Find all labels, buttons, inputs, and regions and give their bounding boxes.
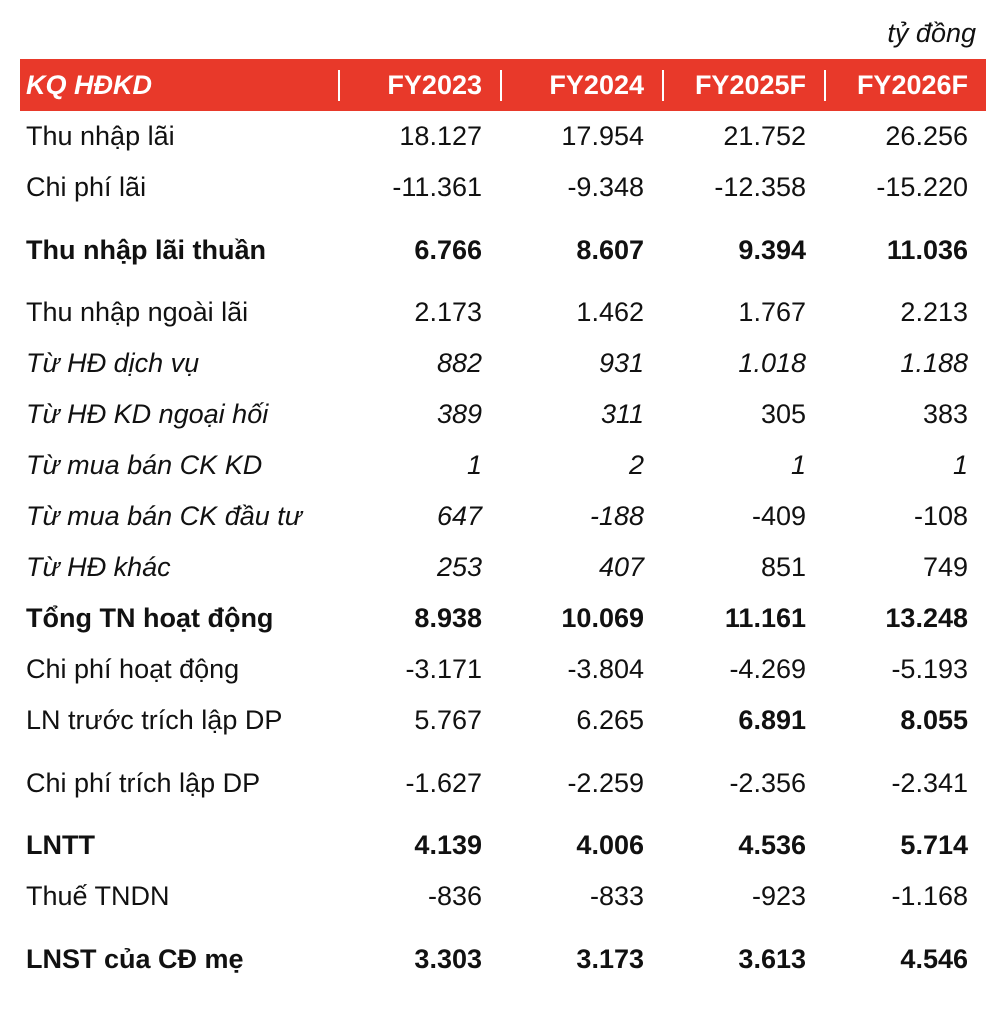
cell-fy2025f: 11.161 (724, 603, 806, 633)
cell-fy2024: -833 (589, 881, 644, 911)
cell-fy2026f: 26.256 (885, 121, 968, 151)
row-trading-securities (20, 440, 986, 491)
cell-fy2023: 647 (436, 501, 482, 531)
row-investment-securities (20, 491, 986, 542)
header-fy2025f: FY2025F (662, 70, 824, 101)
row-label: Thu nhập lãi (26, 121, 175, 151)
row-label: Từ HĐ dịch vụ (26, 348, 200, 378)
cell-fy2023: -836 (427, 881, 482, 911)
cell-fy2024: 6.265 (576, 705, 644, 735)
cell-fy2026f: 749 (922, 552, 968, 582)
cell-fy2025f: 1 (790, 450, 806, 480)
cell-fy2024: 931 (598, 348, 644, 378)
cell-fy2025f: -923 (751, 881, 806, 911)
cell-fy2024: 3.173 (576, 943, 644, 974)
row-label: Thu nhập ngoài lãi (26, 297, 249, 327)
cell-fy2023: 1 (466, 450, 482, 480)
cell-fy2025f: 9.394 (738, 234, 806, 265)
cell-fy2025f: 3.613 (738, 943, 806, 974)
row-net-interest-income (20, 213, 986, 287)
row-total-operating-income (20, 593, 986, 644)
cell-fy2026f: 13.248 (885, 603, 968, 633)
cell-fy2024: -188 (589, 501, 644, 531)
row-interest-expense (20, 162, 986, 213)
cell-fy2024: 1.462 (576, 297, 644, 327)
row-label: Thu nhập lãi thuần (26, 234, 266, 265)
cell-fy2026f: -108 (913, 501, 968, 531)
cell-fy2023: 5.767 (414, 705, 482, 735)
row-non-interest-income (20, 287, 986, 338)
cell-fy2026f: -2.341 (891, 767, 968, 798)
row-profit-before-tax (20, 820, 986, 871)
cell-fy2023: -3.171 (405, 654, 482, 684)
row-fx-income (20, 389, 986, 440)
cell-fy2023: 6.766 (414, 234, 482, 265)
cell-fy2025f: 1.018 (738, 348, 806, 378)
row-label: Từ mua bán CK đầu tư (26, 501, 302, 531)
cell-fy2023: -11.361 (392, 172, 482, 202)
cell-fy2025f: -12.358 (714, 172, 806, 202)
row-label: Chi phí trích lập DP (26, 767, 261, 798)
cell-fy2026f: -1.168 (891, 881, 968, 911)
unit-label: tỷ đồng (887, 18, 976, 48)
row-net-profit-parent (20, 922, 986, 996)
row-label: LN trước trích lập DP (26, 705, 283, 735)
cell-fy2025f: 4.536 (738, 830, 806, 860)
cell-fy2025f: 21.752 (723, 121, 806, 151)
cell-fy2023: 389 (436, 399, 482, 429)
cell-fy2026f: 383 (922, 399, 968, 429)
row-label: Thuế TNDN (26, 881, 170, 911)
cell-fy2024: 10.069 (561, 603, 644, 633)
cell-fy2026f: 5.714 (900, 830, 968, 860)
cell-fy2024: -9.348 (567, 172, 644, 202)
cell-fy2024: 2 (628, 450, 644, 480)
cell-fy2026f: -5.193 (891, 654, 968, 684)
row-label: Tổng TN hoạt động (26, 603, 274, 633)
cell-fy2023: 882 (436, 348, 482, 378)
cell-fy2025f: -409 (751, 501, 806, 531)
header-fy2024: FY2024 (500, 70, 662, 101)
cell-fy2023: 253 (436, 552, 482, 582)
row-pre-provision-profit (20, 695, 986, 746)
cell-fy2023: 18.127 (399, 121, 482, 151)
cell-fy2025f: 6.891 (738, 705, 806, 735)
cell-fy2024: 311 (600, 399, 644, 429)
cell-fy2023: 2.173 (414, 297, 482, 327)
cell-fy2025f: -2.356 (729, 767, 806, 798)
cell-fy2024: -3.804 (567, 654, 644, 684)
cell-fy2024: -2.259 (567, 767, 644, 798)
table-header (20, 59, 986, 111)
income-statement-table (20, 59, 986, 996)
cell-fy2023: -1.627 (405, 767, 482, 798)
header-label: KQ HĐKD (26, 69, 152, 100)
cell-fy2024: 407 (598, 552, 644, 582)
cell-fy2026f: 4.546 (900, 943, 968, 974)
row-provision-expense (20, 746, 986, 820)
row-label: LNTT (26, 830, 95, 860)
cell-fy2026f: 2.213 (900, 297, 968, 327)
row-label: Từ HĐ khác (26, 552, 171, 582)
row-label: LNST của CĐ mẹ (26, 943, 244, 974)
cell-fy2026f: 8.055 (900, 705, 968, 735)
cell-fy2023: 8.938 (414, 603, 482, 633)
row-label: Từ mua bán CK KD (26, 450, 263, 480)
cell-fy2026f: 11.036 (886, 234, 968, 265)
row-label: Chi phí hoạt động (26, 654, 240, 684)
row-interest-income (20, 111, 986, 162)
cell-fy2025f: 1.767 (738, 297, 806, 327)
cell-fy2025f: 851 (760, 552, 806, 582)
cell-fy2023: 3.303 (414, 943, 482, 974)
row-other-income (20, 542, 986, 593)
cell-fy2024: 8.607 (576, 234, 644, 265)
cell-fy2026f: 1.188 (900, 348, 968, 378)
row-service-income (20, 338, 986, 389)
cell-fy2024: 4.006 (576, 830, 644, 860)
cell-fy2025f: 305 (760, 399, 806, 429)
row-corporate-tax (20, 871, 986, 922)
row-label: Chi phí lãi (26, 172, 147, 202)
row-label: Từ HĐ KD ngoại hối (26, 399, 269, 429)
header-fy2023: FY2023 (338, 70, 500, 101)
cell-fy2026f: -15.220 (876, 172, 968, 202)
cell-fy2024: 17.954 (561, 121, 644, 151)
cell-fy2023: 4.139 (414, 830, 482, 860)
cell-fy2025f: -4.269 (729, 654, 806, 684)
cell-fy2026f: 1 (952, 450, 968, 480)
row-operating-expense (20, 644, 986, 695)
header-fy2026f: FY2026F (824, 70, 986, 101)
